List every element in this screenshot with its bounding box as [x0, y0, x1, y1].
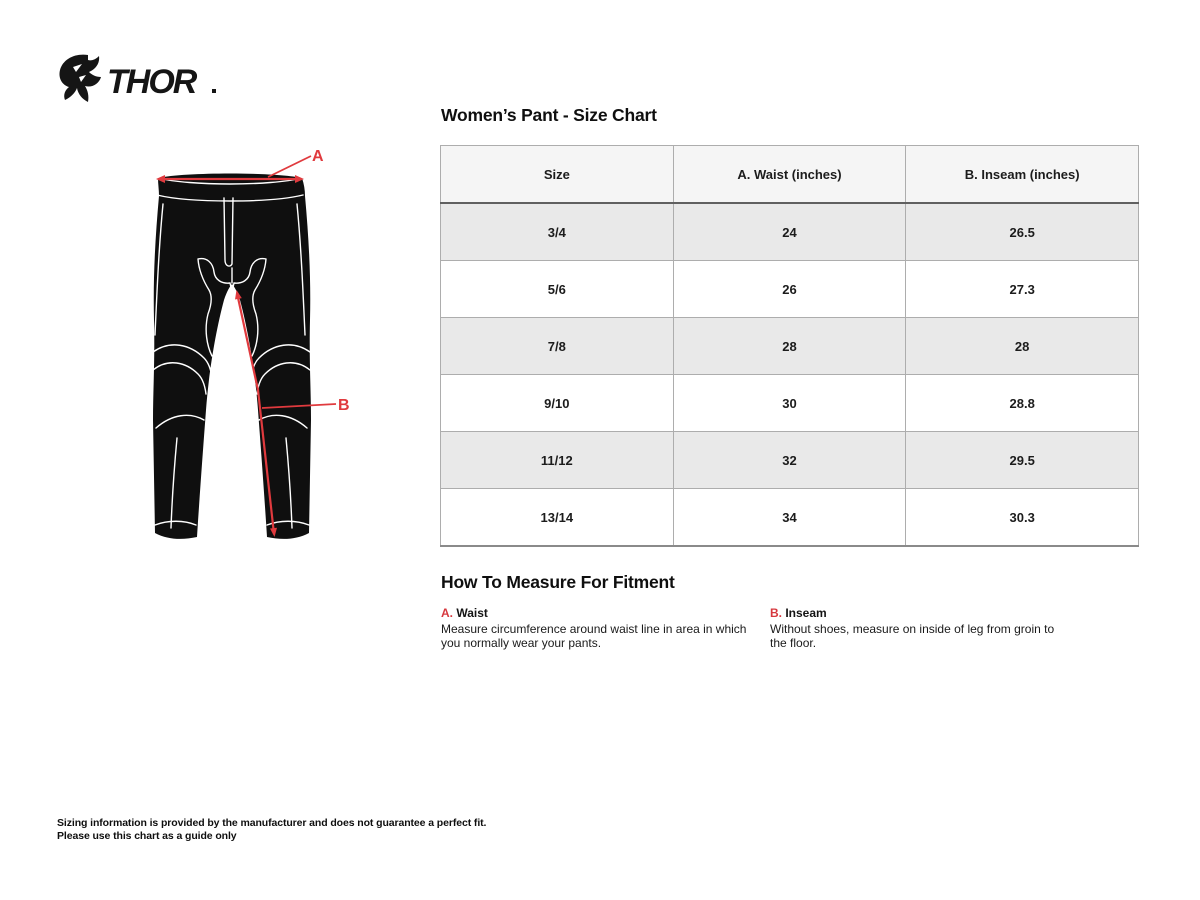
- waist-cell: 32: [673, 432, 906, 489]
- table-row: [441, 432, 1139, 489]
- inseam-cell: 28.8: [906, 375, 1139, 432]
- size-cell: 7/8: [441, 318, 674, 375]
- thor-goat-icon: [59, 55, 101, 102]
- table-row: [441, 203, 1139, 261]
- size-table: [440, 145, 1139, 547]
- size-cell: 13/14: [441, 489, 674, 547]
- pants-diagram: [130, 148, 380, 578]
- table-row: [441, 375, 1139, 432]
- waist-cell: 30: [673, 375, 906, 432]
- measure-columns: [441, 606, 1141, 650]
- disclaimer-line-1: Sizing information is provided by the manufacturer and does not guarantee a perfect fit.: [57, 817, 487, 829]
- waist-cell: 26: [673, 261, 906, 318]
- how-to-measure-title: How To Measure For Fitment: [441, 572, 675, 592]
- waist-pointer-line: [268, 156, 311, 177]
- inseam-cell: 28: [906, 318, 1139, 375]
- measure-item-inseam: [770, 606, 1070, 650]
- logo-text: THOR: [107, 63, 196, 101]
- table-header-row: [441, 146, 1139, 204]
- thor-logo: [55, 52, 235, 108]
- measure-letter-a: A.: [441, 606, 453, 620]
- waist-cell: 34: [673, 489, 906, 547]
- waist-cell: 28: [673, 318, 906, 375]
- column-header-size: Size: [441, 146, 674, 204]
- inseam-cell: 26.5: [906, 203, 1139, 261]
- disclaimer: [57, 817, 486, 842]
- measure-item-heading: [770, 606, 1070, 620]
- measure-name-inseam: Inseam: [785, 606, 827, 620]
- column-header-waist: A. Waist (inches): [673, 146, 906, 204]
- label-a: A: [312, 148, 324, 165]
- label-b: B: [338, 397, 350, 414]
- measure-letter-b: B.: [770, 606, 782, 620]
- waist-cell: 24: [673, 203, 906, 261]
- table-row: [441, 489, 1139, 547]
- measure-item-waist: [441, 606, 763, 650]
- size-cell: 3/4: [441, 203, 674, 261]
- table-row: [441, 261, 1139, 318]
- size-cell: 11/12: [441, 432, 674, 489]
- measure-description-waist: Measure circumference around waist line in area in which you normally wear your pants.: [441, 622, 747, 650]
- size-cell: 9/10: [441, 375, 674, 432]
- column-header-inseam: B. Inseam (inches): [906, 146, 1139, 204]
- inseam-cell: 27.3: [906, 261, 1139, 318]
- logo-trademark-dot: [212, 89, 216, 93]
- table-row: [441, 318, 1139, 375]
- how-to-measure-section: [441, 572, 1141, 650]
- inseam-cell: 30.3: [906, 489, 1139, 547]
- measure-name-waist: Waist: [456, 606, 488, 620]
- measure-item-heading: [441, 606, 763, 620]
- disclaimer-line-2: Please use this chart as a guide only: [57, 829, 237, 842]
- page-title: Women’s Pant - Size Chart: [441, 105, 657, 125]
- measure-description-inseam: Without shoes, measure on inside of leg from groin to the floor.: [770, 622, 1055, 650]
- size-cell: 5/6: [441, 261, 674, 318]
- inseam-cell: 29.5: [906, 432, 1139, 489]
